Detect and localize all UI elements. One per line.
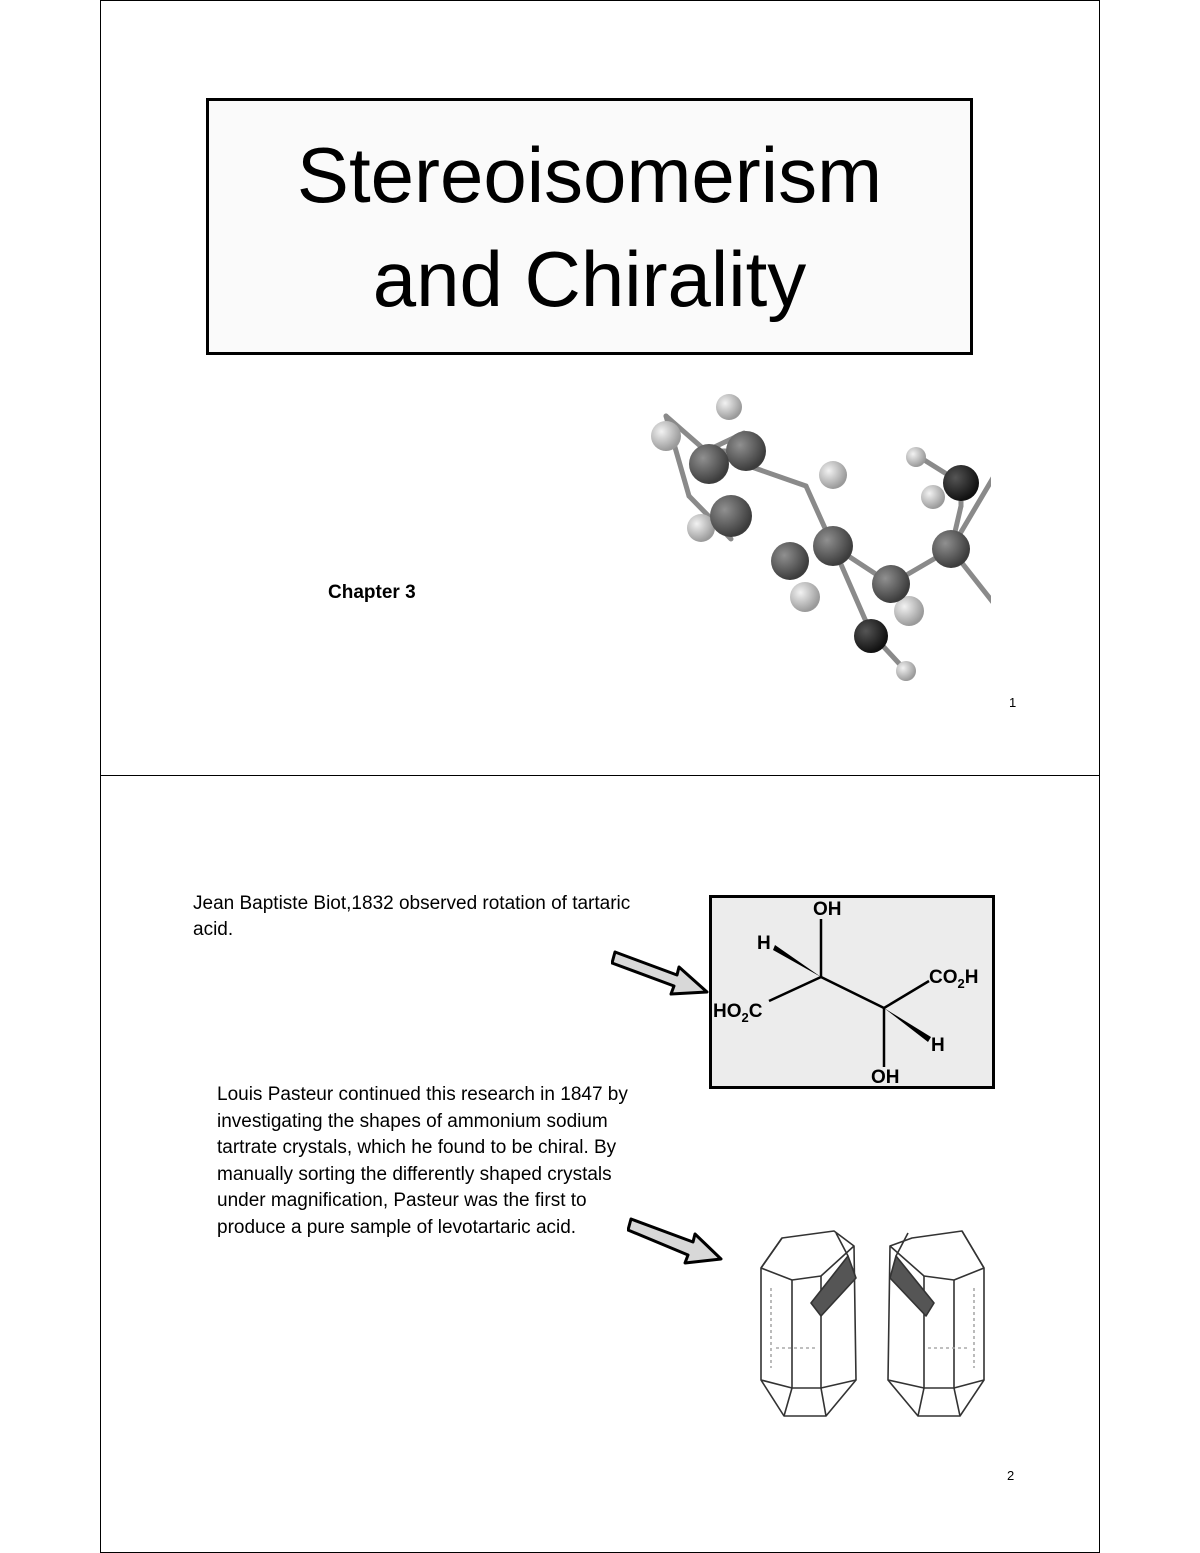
slide-title: Stereoisomerism and Chirality xyxy=(296,130,883,323)
pasteur-paragraph: Louis Pasteur continued this research in 1847 by investigating the shapes of ammonium sodium tartrate crystals, which he found to be chiral. By manually sorting the differently shaped crystals under magnification, Pasteur was the first to produce a pure sample of levotartaric acid. xyxy=(217,1084,628,1238)
biot-paragraph: Jean Baptiste Biot,1832 observed rotation of tartaric acid. xyxy=(193,893,631,940)
title-box xyxy=(206,98,973,355)
label-h-right: H xyxy=(931,1035,945,1056)
page-number: 2 xyxy=(1007,1468,1015,1483)
label-oh-bottom: OH xyxy=(871,1067,900,1088)
arrow-icon xyxy=(611,941,711,1001)
slide-2 xyxy=(100,775,1100,1553)
ball-and-stick-molecule xyxy=(541,371,991,691)
arrow-icon xyxy=(627,1210,727,1270)
label-co2h: $CO_2H$ xyxy=(929,967,979,991)
label-h-left: H xyxy=(757,933,771,954)
label-oh-top: OH xyxy=(813,899,842,920)
tartaric-acid-structure xyxy=(709,895,995,1089)
page-number: 1 xyxy=(1009,695,1017,710)
chapter-label: Chapter 3 xyxy=(328,582,416,603)
tartrate-crystals-illustration xyxy=(756,1228,996,1423)
slide-1 xyxy=(100,0,1100,776)
label-ho2c: $HO_2C$ xyxy=(713,1001,763,1025)
